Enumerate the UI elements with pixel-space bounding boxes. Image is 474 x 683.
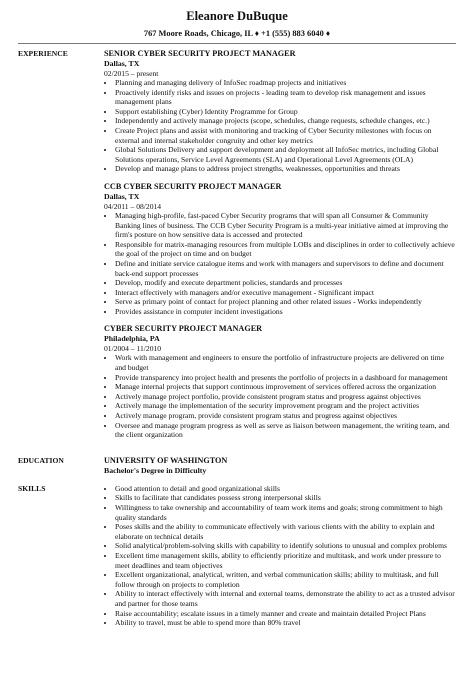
- education-body: [104, 456, 456, 476]
- job-bullet: • Proactively identify risks and issues on projects - leading team to develop risk management and issues management plans: [115, 88, 456, 107]
- job-dates: 04/2011 – 08/2014: [104, 201, 162, 211]
- job-bullets: [104, 211, 456, 317]
- degree-name: Bachelor's Degree in Difficulty: [104, 465, 207, 475]
- education-heading: EDUCATION: [18, 455, 64, 465]
- experience-section: [18, 49, 456, 448]
- job-location: Philadelphia, PA: [104, 334, 160, 344]
- experience-heading: EXPERIENCE: [18, 49, 68, 58]
- job-bullet: • Define and initiate service catalogue items and work with managers and supervisors to define and document back-end support processes: [115, 259, 456, 278]
- job-bullet: • Planning and managing delivery of InfoSec roadmap projects and initiatives: [115, 78, 456, 88]
- job-bullet: • Managing high-profile, fast-paced Cyber Security programs that will span all Consumer & Community Banking lines of business. The CCB Cyber Security Program is a multi-year initiative aimed at improving the firm's posture on how sensitive data is accessed and protected: [115, 211, 456, 240]
- skill-bullet: • Willingness to take ownership and accountability of team work items and goals; strong commitment to high quality standards: [115, 503, 456, 522]
- job-bullet: • Interact effectively with managers and/or executive management - Significant impact: [115, 288, 456, 298]
- job-bullet: • Oversee and manage program progress as well as serve as liaison between management, the writing team, and the client organization: [115, 421, 456, 440]
- job-bullet: • Support establishing (Cyber) Identity Programme for Group: [115, 107, 456, 117]
- job-title: CYBER SECURITY PROJECT MANAGER: [104, 324, 263, 334]
- job-bullet: • Provides assistance in computer incident investigations: [115, 307, 456, 317]
- job-entry: [104, 182, 456, 317]
- job-bullet: • Create Project plans and assist with monitoring and tracking of Cyber Security milestones with focus on external and internal stakeholder congruity and other key metrics: [115, 126, 456, 145]
- job-entry: [104, 324, 456, 439]
- job-dates: 02/2015 – present: [104, 68, 159, 78]
- job-location: Dallas, TX: [104, 59, 140, 68]
- job-bullet: • Develop and manage plans to address project strengths, weaknesses, opportunities and threats: [115, 164, 456, 174]
- skill-bullet: • Excellent time management skills, ability to efficiently prioritize and multitask, and work under pressure to meet deadlines and team objectives: [115, 551, 456, 570]
- header-divider: [18, 43, 456, 44]
- job-bullet: • Actively manage project portfolio, provide consistent program status and progress against objectives: [115, 392, 456, 402]
- skill-bullet: • Poses skills and the ability to communicate effectively with various clients with the ability to explain and elaborate on technical details: [115, 522, 456, 541]
- job-bullet: • Independently and actively manage projects (scope, schedules, change requests, schedule changes, etc.): [115, 116, 456, 126]
- job-bullet: • Responsible for matrix-managing resources from multiple LOBs and disciplines in order to collectively achieve the goal of the project on time and on budget: [115, 240, 456, 259]
- contact-line: 767 Moore Roads, Chicago, IL ♦ +1 (555) 883 6040 ♦: [143, 29, 331, 38]
- job-bullet: • Serve as primary point of contact for project planning and other related issues - Works independently: [115, 297, 456, 307]
- skill-bullet: • Solid analytical/problem-solving skills with capability to identify solutions to unusual and complex problems: [115, 541, 456, 551]
- job-bullets: [104, 78, 456, 174]
- job-location: Dallas, TX: [104, 191, 140, 201]
- job-bullet: • Global Solutions Delivery and support development and deployment all InfoSec metrics, including Global Solutions operations, Service Level Agreements (SLA) and Operational Level Agreements (OLA): [115, 145, 456, 164]
- job-bullet: • Actively manage the implementation of the security improvement program and the project activities: [115, 401, 456, 411]
- job-bullet: • Actively manage program, provide consistent program status and progress against objectives: [115, 411, 456, 421]
- job-bullet: • Work with management and engineers to ensure the portfolio of infrastructure projects are delivered on time and budget: [115, 353, 456, 372]
- skill-bullet: • Excellent organizational, analytical, written, and verbal communication skills; ability to multitask, and full follow through on projects to completion: [115, 570, 456, 589]
- job-entry: [104, 49, 456, 174]
- experience-list: [104, 49, 456, 448]
- skill-bullet: • Ability to interact effectively with internal and external teams, demonstrate the ability to act as a trusted advisor and partner for those teams: [115, 589, 456, 608]
- skill-bullet: • Skills to facilitate that candidates possess strong interpersonal skills: [115, 493, 456, 503]
- education-section: [18, 456, 456, 476]
- job-bullet: • Develop, modify and execute department policies, standards and processes: [115, 278, 456, 288]
- job-bullets: [104, 353, 456, 439]
- skill-bullet: • Good attention to detail and good organizational skills: [115, 484, 456, 494]
- candidate-name: Eleanore DuBuque: [186, 9, 288, 23]
- skills-body: [104, 484, 456, 628]
- skills-list: [104, 484, 456, 628]
- skills-heading: SKILLS: [18, 483, 46, 493]
- skill-bullet: • Raise accountability; escalate issues in a timely manner and create and maintain detailed Project Plans: [115, 609, 456, 619]
- job-bullet: • Manage internal projects that support continuous improvement of services offered across the organization: [115, 382, 456, 392]
- skill-bullet: • Ability to travel, must be able to spend more than 80% travel: [115, 618, 456, 628]
- job-bullet: • Provide transparency into project health and presents the portfolio of projects in a dashboard for management: [115, 373, 456, 383]
- job-title: CCB CYBER SECURITY PROJECT MANAGER: [104, 181, 282, 191]
- job-title: SENIOR CYBER SECURITY PROJECT MANAGER: [104, 49, 296, 58]
- job-dates: 01/2004 – 11/2010: [104, 344, 162, 354]
- school-name: UNIVERSITY OF WASHINGTON: [104, 455, 228, 465]
- skills-section: [18, 484, 456, 628]
